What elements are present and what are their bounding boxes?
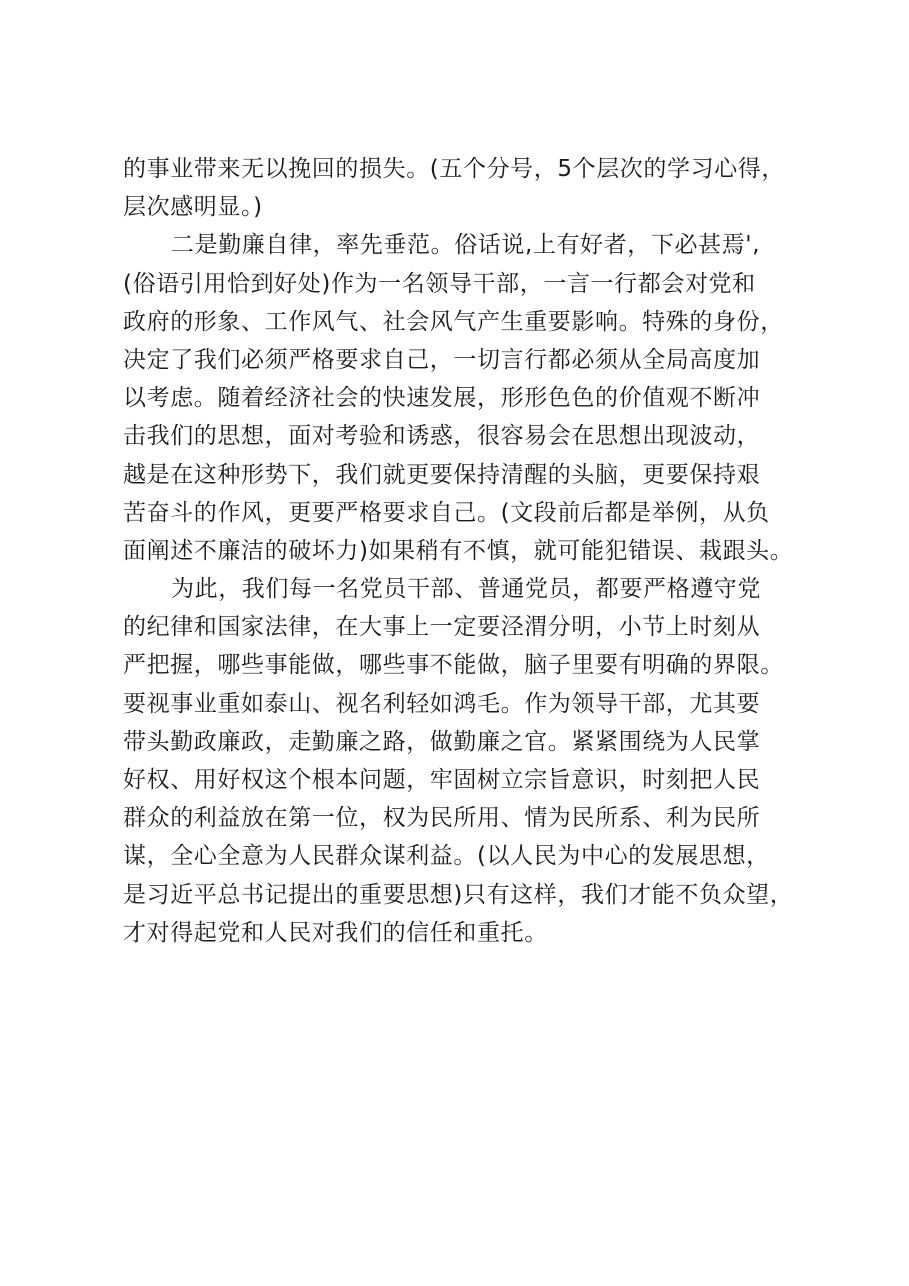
text-line: 面阐述不廉洁的破坏力)如果稍有不慎，就可能犯错误、栽跟头。: [123, 537, 794, 564]
text-line: 是习近平总书记提出的重要思想)只有这样，我们才能不负众望，: [123, 881, 794, 908]
text-line: 的事业带来无以挽回的损失。(五个分号，5个层次的学习心得，: [123, 156, 786, 182]
text-line: 以考虑。随着经济社会的快速发展，形形色色的价值观不断冲: [123, 385, 761, 412]
paragraph-start-line: 二是勤廉自律，率先垂范。俗话说,上有好者，下必甚焉',: [171, 232, 761, 259]
text-line: 才对得起党和人民对我们的信任和重托。: [123, 919, 548, 946]
text-line: 好权、用好权这个根本问题，牢固树立宗旨意识，时刻把人民: [123, 767, 761, 793]
text-line: 层次感明显。): [123, 194, 263, 221]
text-line: 带头勤政廉政，走勤廉之路，做勤廉之官。紧紧围绕为人民掌: [123, 728, 761, 755]
text-line: 严把握，哪些事能做，哪些事不能做，脑子里要有明确的界限。: [123, 652, 784, 679]
text-line: 要视事业重如泰山、视名利轻如鸿毛。作为领导干部，尤其要: [123, 690, 761, 717]
text-line: 决定了我们必须严格要求自己，一切言行都必须从全局高度加: [123, 346, 761, 373]
text-line: 的纪律和国家法律，在大事上一定要泾渭分明，小节上时刻从: [123, 614, 761, 641]
text-line: 谋，全心全意为人民群众谋利益。(以人民为中心的发展思想，: [123, 843, 770, 870]
text-line: (俗语引用恰到好处)作为一名领导干部，一言一行都会对党和: [123, 270, 756, 297]
text-line: 越是在这种形势下，我们就更要保持清醒的头脑，更要保持艰: [123, 461, 761, 488]
text-line: 政府的形象、工作风气、社会风气产生重要影响。特殊的身份，: [123, 308, 784, 335]
text-line: 击我们的思想，面对考验和诱惑，很容易会在思想出现波动，: [123, 423, 761, 450]
text-line: 群众的利益放在第一位，权为民所用、情为民所系、利为民所: [123, 805, 761, 832]
document-body: [123, 150, 813, 952]
paragraph-start-line: 为此，我们每一名党员干部、普通党员，都要严格遵守党: [171, 576, 761, 603]
text-line: 苦奋斗的作风，更要严格要求自己。(文段前后都是举例，从负: [123, 499, 770, 526]
